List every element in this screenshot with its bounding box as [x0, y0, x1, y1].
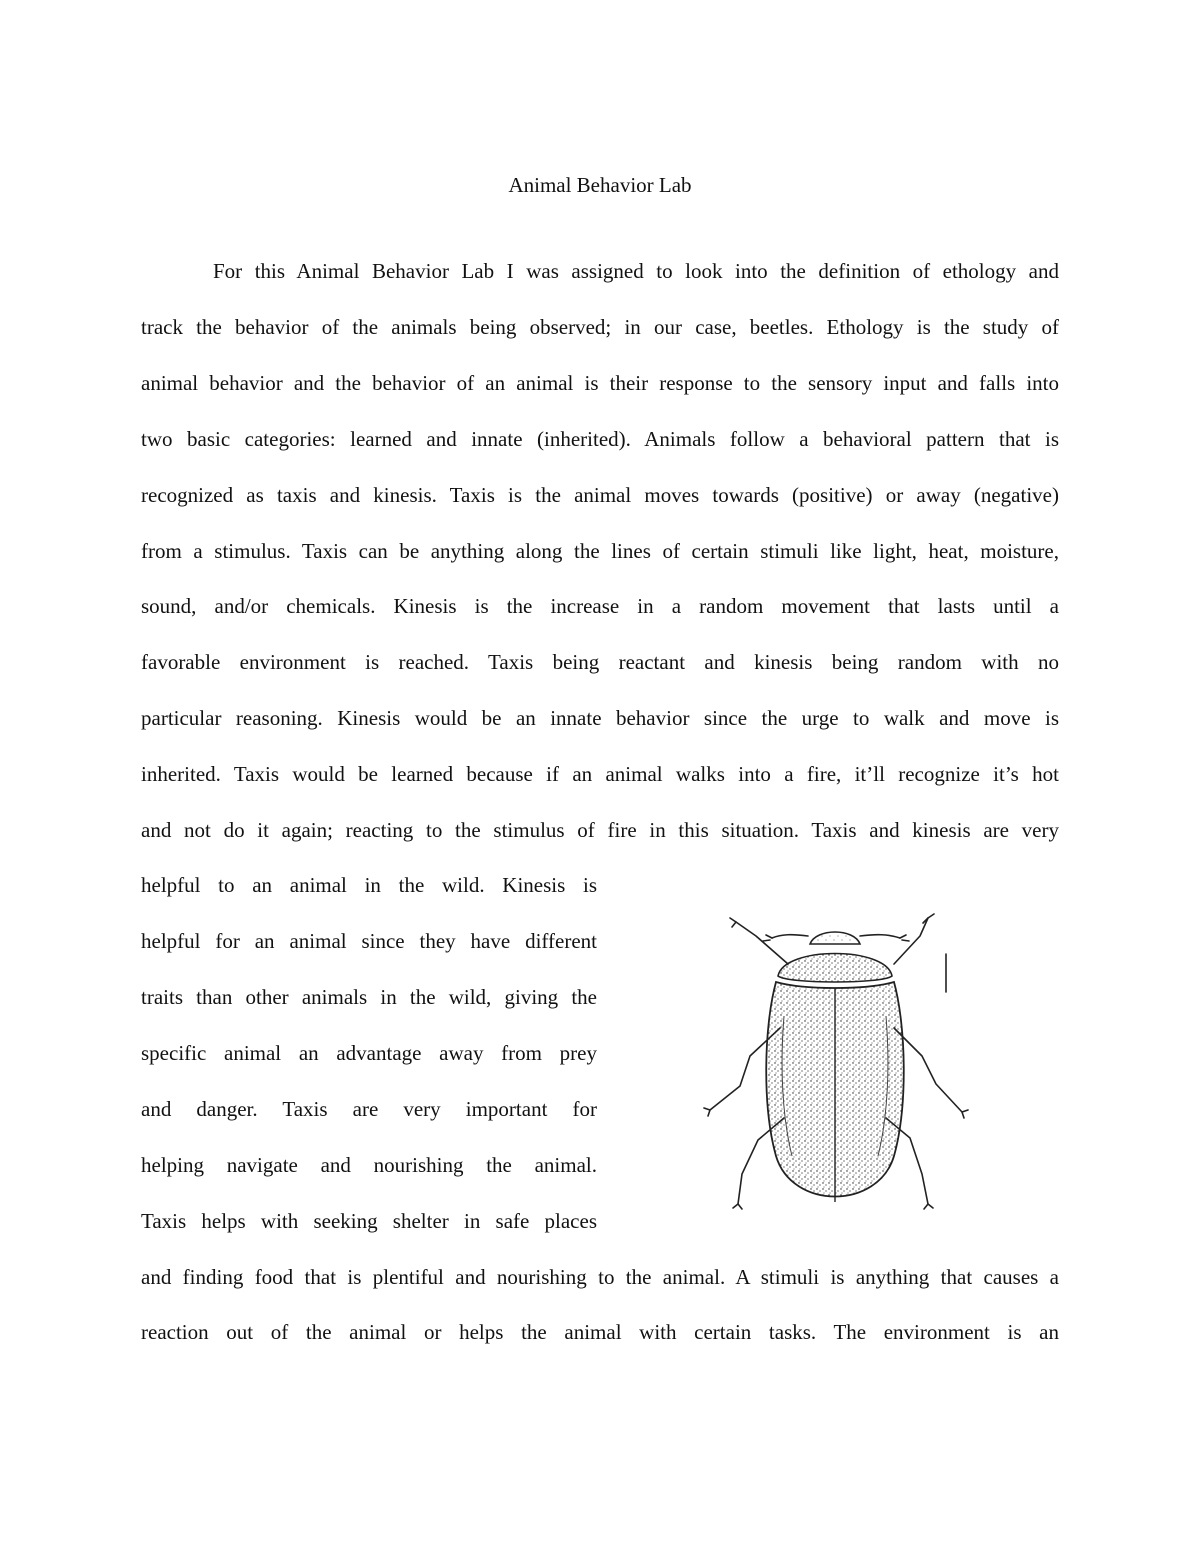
paragraph-line: sound, and/or chemicals. Kinesis is the increase in a random movement that lasts until a	[141, 594, 1059, 618]
paragraph-line: track the behavior of the animals being observed; in our case, beetles. Ethology is the study of	[141, 315, 1059, 339]
paragraph-line: Taxis helps with seeking shelter in safe places	[141, 1209, 597, 1233]
paragraph-line: and danger. Taxis are very important for	[141, 1097, 597, 1121]
paragraph-line: For this Animal Behavior Lab I was assigned to look into the definition of ethology and	[213, 259, 1059, 283]
paragraph-line: recognized as taxis and kinesis. Taxis is the animal moves towards (positive) or away (negative)	[141, 483, 1059, 507]
paragraph-line: inherited. Taxis would be learned because if an animal walks into a fire, it’ll recognize it’s hot	[141, 762, 1059, 786]
paragraph-line: particular reasoning. Kinesis would be an innate behavior since the urge to walk and move is	[141, 706, 1059, 730]
paragraph-line: from a stimulus. Taxis can be anything along the lines of certain stimuli like light, heat, moisture,	[141, 539, 1059, 563]
paragraph-line: and finding food that is plentiful and nourishing to the animal. A stimuli is anything that causes a	[141, 1265, 1059, 1289]
paragraph-line: reaction out of the animal or helps the animal with certain tasks. The environment is an	[141, 1320, 1059, 1344]
document-title: Animal Behavior Lab	[508, 173, 692, 197]
paragraph-line: helping navigate and nourishing the animal.	[141, 1153, 597, 1177]
paragraph-line: animal behavior and the behavior of an animal is their response to the sensory input and falls into	[141, 371, 1059, 395]
paragraph-line: two basic categories: learned and innate (inherited). Animals follow a behavioral pattern that is	[141, 427, 1059, 451]
paragraph-line: specific animal an advantage away from prey	[141, 1041, 597, 1065]
beetle-illustration	[696, 906, 972, 1226]
paragraph-line: helpful to an animal in the wild. Kinesis is	[141, 873, 597, 897]
paragraph-line: and not do it again; reacting to the stimulus of fire in this situation. Taxis and kinesis are very	[141, 818, 1059, 842]
paragraph-line: helpful for an animal since they have different	[141, 929, 597, 953]
paragraph-line: favorable environment is reached. Taxis being reactant and kinesis being random with no	[141, 650, 1059, 674]
paragraph-line: traits than other animals in the wild, giving the	[141, 985, 597, 1009]
